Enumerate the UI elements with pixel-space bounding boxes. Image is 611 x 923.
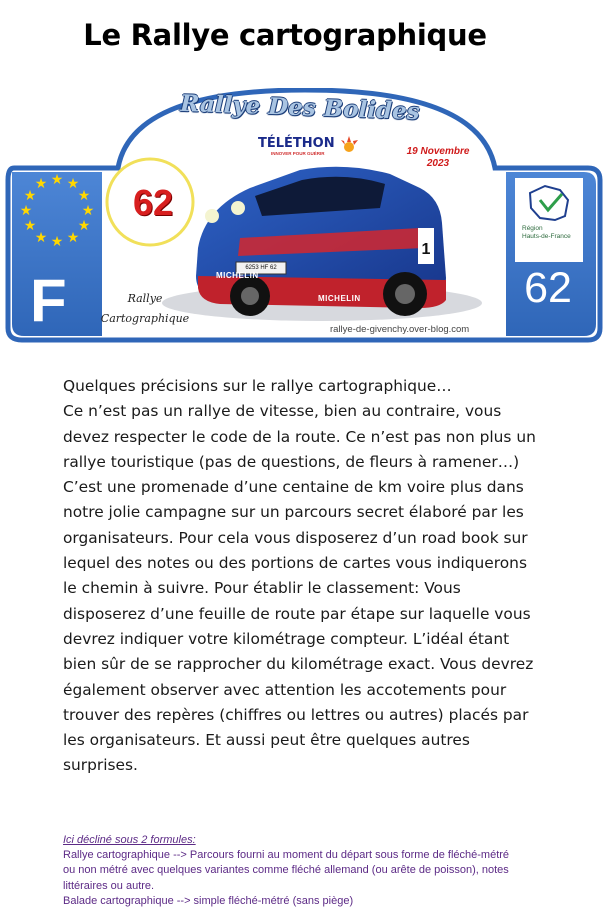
formulas-section bbox=[63, 833, 603, 909]
description-line: notre jolie campagne sur un parcours secret élaboré par les bbox=[63, 503, 524, 522]
description-line: trouver des repères (chiffres ou lettres ou autres) placés par bbox=[63, 705, 529, 724]
svg-text:★: ★ bbox=[66, 176, 80, 192]
page-title: Le Rallye cartographique bbox=[83, 18, 487, 52]
svg-text:★: ★ bbox=[34, 230, 48, 246]
description-line: Quelques précisions sur le rallye cartographique… bbox=[63, 377, 452, 395]
rally-caption-line1: Rallye bbox=[127, 292, 163, 305]
description-line: organisateurs. Pour cela vous disposerez d’un road book sur bbox=[63, 528, 528, 547]
description-line: disposerez d’une feuille de route par étape sur laquelle vous bbox=[63, 604, 531, 623]
svg-text:★: ★ bbox=[77, 188, 91, 204]
department-number-right: 62 bbox=[524, 264, 572, 312]
svg-text:★: ★ bbox=[66, 230, 80, 246]
formula-line: littéraires ou autre. bbox=[63, 879, 155, 892]
event-date bbox=[398, 146, 478, 170]
description-line: rallye touristique (pas de questions, de fleurs à ramener…) bbox=[63, 452, 520, 471]
description-line: le chemin à suivre. Pour établir le classement: Vous bbox=[63, 579, 461, 598]
rally-caption-line2: Cartographique bbox=[100, 312, 190, 325]
svg-text:★: ★ bbox=[50, 234, 64, 250]
svg-text:★: ★ bbox=[81, 203, 95, 219]
description-line: devrez indiquer votre kilométrage compteur. L’idéal étant bbox=[63, 629, 510, 648]
description-line: surprises. bbox=[63, 756, 138, 775]
description-line: également observer avec attention les accotements pour bbox=[63, 680, 507, 699]
department-number-badge: 62 bbox=[132, 182, 174, 223]
event-date-day: 19 Novembre bbox=[406, 146, 470, 157]
telethon-tagline: INNOVER POUR GUÉRIR bbox=[271, 151, 325, 156]
svg-text:★: ★ bbox=[77, 218, 91, 234]
description-line: bien sûr de se rapprocher du kilométrage exact. Vous devrez bbox=[63, 655, 534, 674]
description-line: les organisateurs. Et aussi peut être quelques autres bbox=[63, 731, 470, 750]
description-line: C’est une promenade d’une centaine de km voire plus dans bbox=[63, 478, 524, 497]
formula-line: Balade cartographique --> simple fléché-métré (sans piège) bbox=[63, 894, 354, 907]
formulas-heading: Ici décliné sous 2 formules: bbox=[63, 834, 196, 846]
description-line: devez respecter le code de la route. Ce n’est pas non plus un bbox=[63, 427, 536, 446]
country-code-letter: F bbox=[30, 267, 67, 334]
region-label-line1: Région bbox=[522, 225, 543, 232]
svg-text:★: ★ bbox=[34, 176, 48, 192]
region-label-line2: Hauts-de-France bbox=[522, 233, 571, 240]
rally-caption bbox=[100, 289, 190, 329]
car-sponsor-decal-front: MICHELIN bbox=[216, 271, 259, 280]
car-sponsor-decal-side: MICHELIN bbox=[318, 294, 361, 303]
formula-line: ou non métré avec quelques variantes comme fléché allemand (ou arête de poisson), notes bbox=[63, 864, 509, 877]
description-line: lequel des notes ou des portions de cartes vous indiquerons bbox=[63, 554, 527, 573]
blog-url[interactable]: rallye-de-givenchy.over-blog.com bbox=[330, 324, 470, 335]
svg-text:★: ★ bbox=[19, 203, 33, 219]
rally-plate-banner bbox=[0, 88, 611, 353]
plate-graphic bbox=[0, 88, 611, 353]
svg-text:★: ★ bbox=[23, 218, 37, 234]
event-date-year: 2023 bbox=[426, 158, 450, 169]
telethon-logo-text: TÉLÉTHON bbox=[258, 136, 335, 151]
rally-name-header: Rallye Des Bolides bbox=[179, 89, 421, 126]
formula-line: Rallye cartographique --> Parcours fourni au moment du départ sous forme de fléché-métré bbox=[63, 849, 510, 862]
svg-text:★: ★ bbox=[23, 188, 37, 204]
description-line: Ce n’est pas un rallye de vitesse, bien au contraire, vous bbox=[63, 402, 502, 421]
car-license-plate: 6253 HF 62 bbox=[245, 265, 277, 271]
description-paragraph bbox=[63, 374, 583, 779]
region-label bbox=[522, 225, 582, 241]
svg-text:1: 1 bbox=[421, 241, 431, 258]
svg-text:★: ★ bbox=[50, 172, 64, 188]
